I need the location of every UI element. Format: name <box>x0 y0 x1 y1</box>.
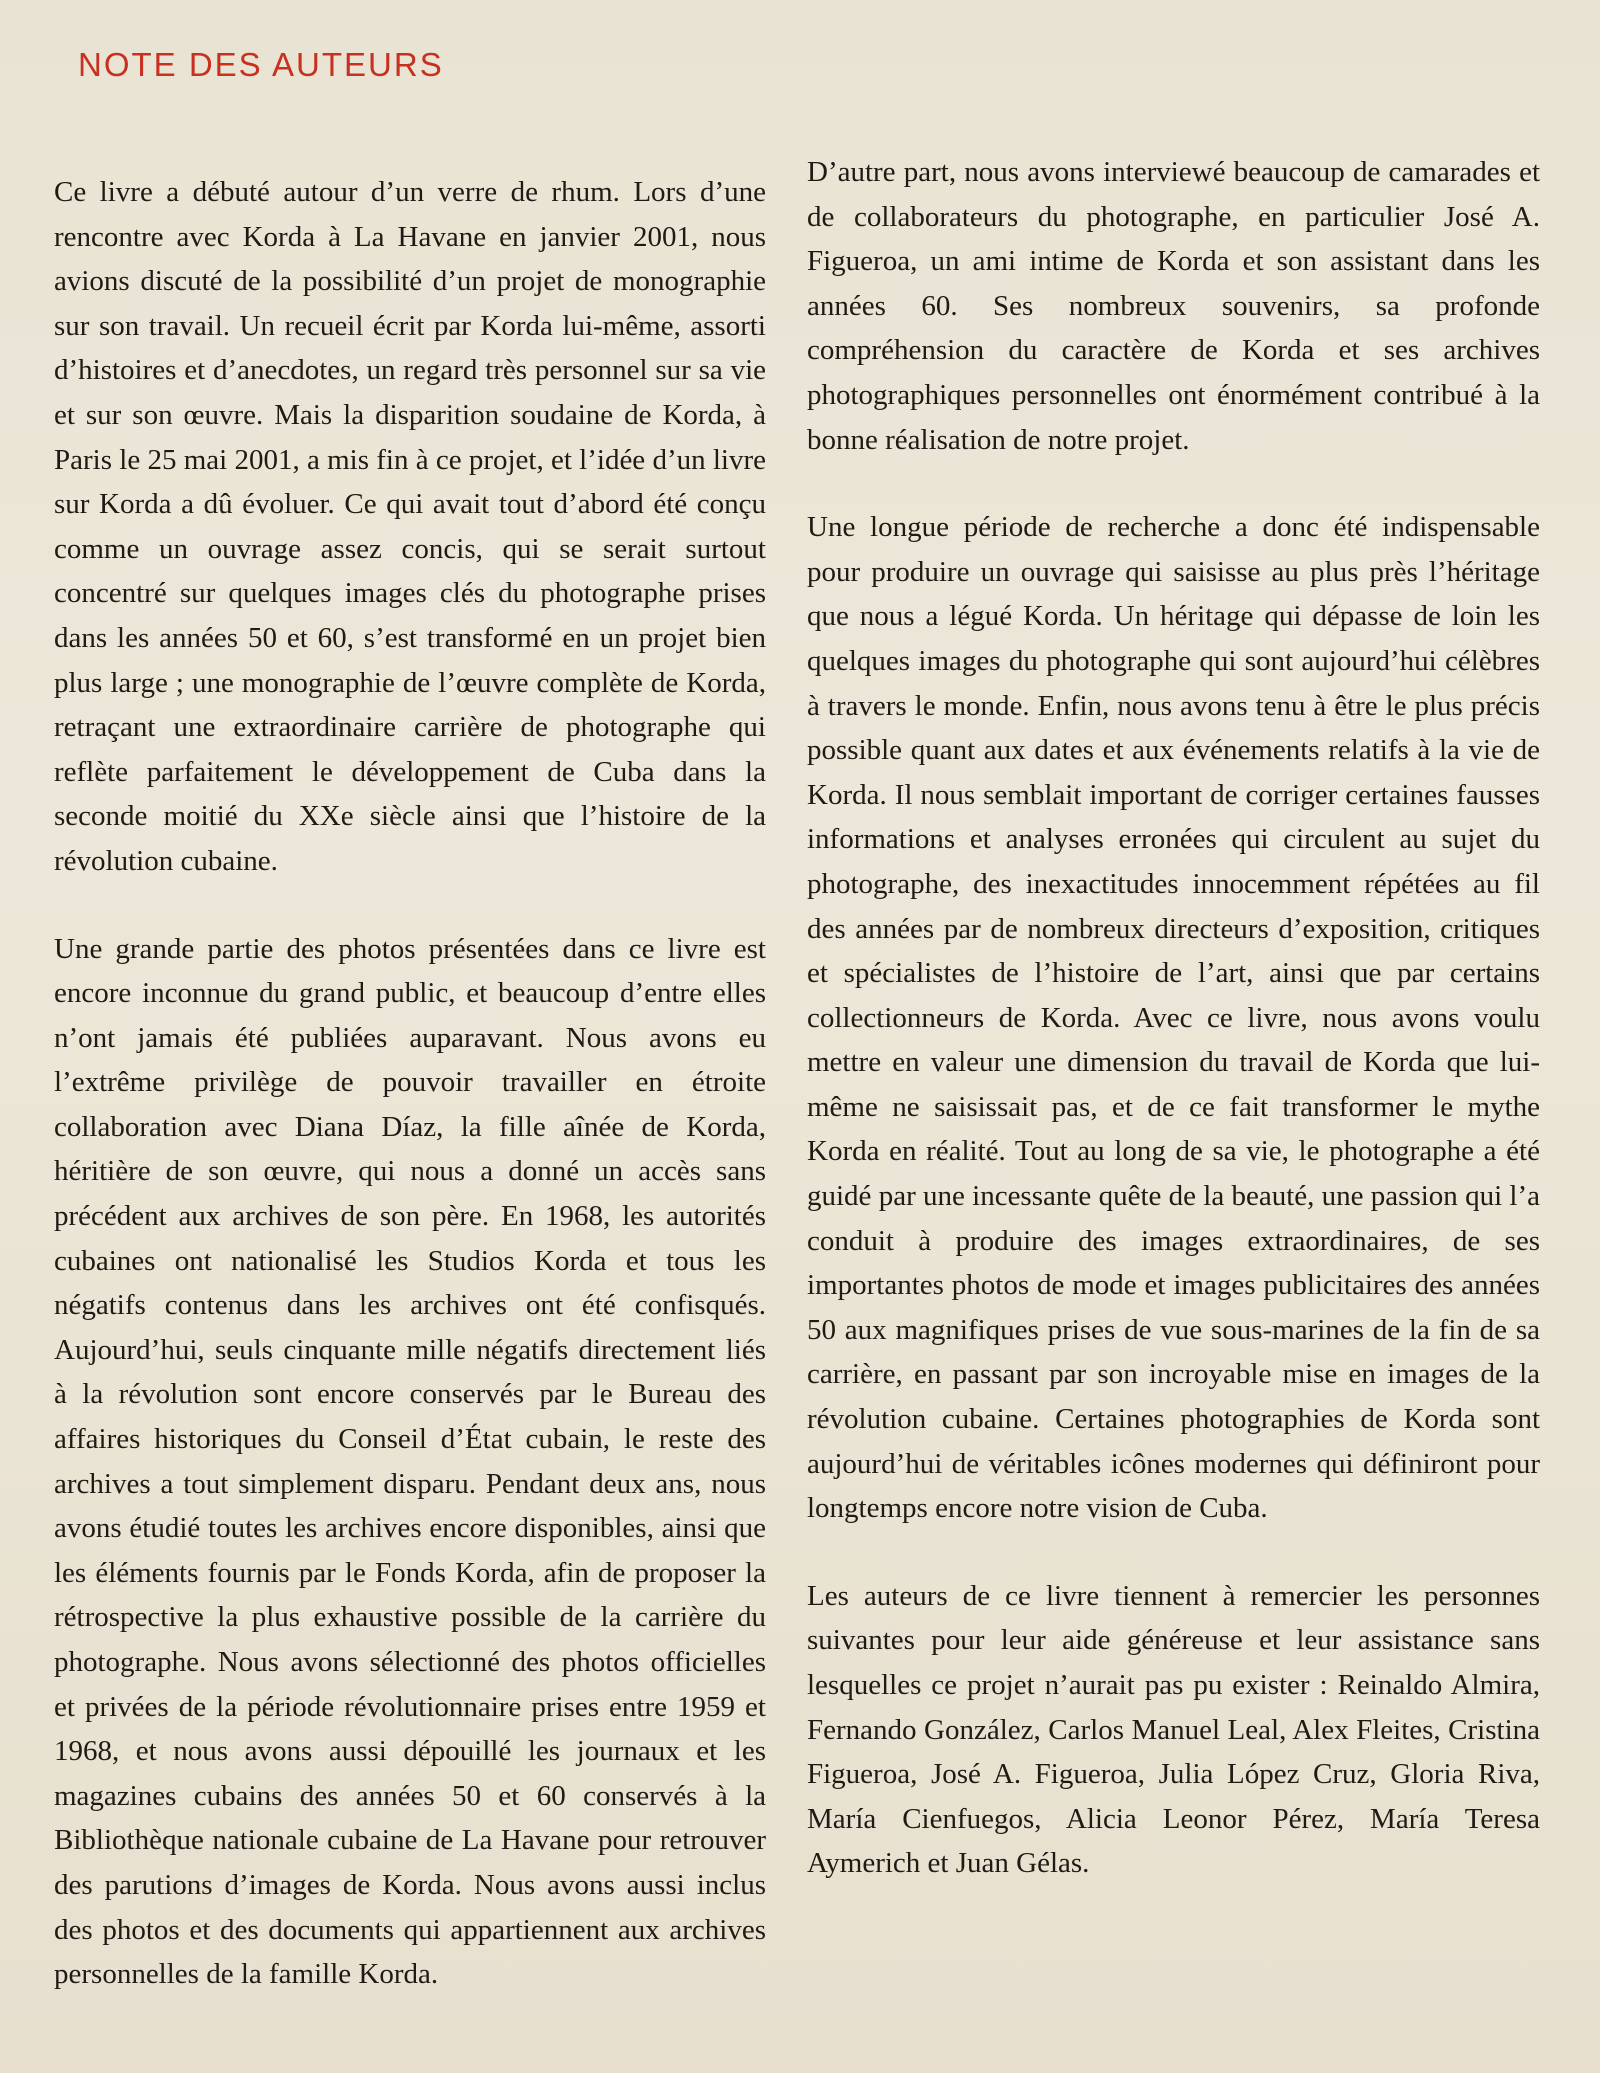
right-paragraph-2: Une longue période de recherche a donc été indispensable pour produire un ouvrage qui saisisse au plus près l’héritage que nous a légué Korda. Un héritage qui dépasse de loin les quelques images du photographe qui sont aujourd’hui célèbres à travers le monde. Enfin, nous avons tenu à être le plus précis possible quant aux dates et aux événements relatifs à la vie de Korda. Il nous semblait important de corriger certaines fausses informations et analyses erronées qui circulent au sujet du photographe, des inexactitudes innocemment répétées au fil des années par de nombreux directeurs d’exposition, critiques et spécialistes de l’histoire de l’art, ainsi que par certains collectionneurs de Korda. Avec ce livre, nous avons voulu mettre en valeur une dimension du travail de Korda que lui-même ne saisissait pas, et de ce fait transformer le mythe Korda en réalité. Tout au long de sa vie, le photographe a été guidé par une incessante quête de la beauté, une passion qui l’a conduit à produire des images extraordinaires, de ses importantes photos de mode et images publicitaires des années 50 aux magnifiques prises de vue sous-marines de la fin de sa carrière, en passant par son incroyable mise en images de la révolution cubaine. Certaines photographies de Korda sont aujourd’hui de véritables icônes modernes qui définiront pour longtemps encore notre vision de Cuba. <box>807 511 1540 1525</box>
right-paragraph-1: D’autre part, nous avons interviewé beaucoup de camarades et de collaborateurs du photographe, en particulier José A. Figueroa, un ami intime de Korda et son assistant dans les années 60. Ses nombreux souvenirs, sa profonde compréhension du caractère de Korda et ses archives photographiques personnelles ont énormément contribué à la bonne réalisation de notre projet. <box>807 156 1540 456</box>
right-paragraph-3: Les auteurs de ce livre tiennent à remercier les personnes suivantes pour leur aide généreuse et leur assistance sans lesquelles ce projet n’aurait pas pu exister : Reinaldo Almira, Fernando González, Carlos Manuel Leal, Alex Fleites, Cristina Figueroa, José A. Figueroa, Julia López Cruz, Gloria Riva, María Cienfuegos, Alicia Leonor Pérez, María Teresa Aymerich et Juan Gélas. <box>807 1579 1540 1880</box>
section-heading: NOTE DES AUTEURS <box>78 46 444 83</box>
left-paragraph-2: Une grande partie des photos présentées dans ce livre est encore inconnue du grand public, et beaucoup d’entre elles n’ont jamais été publiées auparavant. Nous avons eu l’extrême privilège de pouvoir travailler en étroite collaboration avec Diana Díaz, la fille aînée de Korda, héritière de son œuvre, qui nous a donné un accès sans précédent aux archives de son père. En 1968, les autorités cubaines ont nationalisé les Studios Korda et tous les négatifs contenus dans les archives ont été confisqués. Aujourd’hui, seuls cinquante mille négatifs directement liés à la révolution sont encore conservés par le Bureau des affaires historiques du Conseil d’État cubain, le reste des archives a tout simplement disparu. Pendant deux ans, nous avons étudié toutes les archives encore disponibles, ainsi que les éléments fournis par le Fonds Korda, afin de proposer la rétrospective la plus exhaustive possible de la carrière du photographe. Nous avons sélectionné des photos officielles et privées de la période révolutionnaire prises entre 1959 et 1968, et nous avons aussi dépouillé les journaux et les magazines cubains des années 50 et 60 conservés à la Bibliothèque nationale cubaine de La Havane pour retrouver des parutions d’images de Korda. Nous avons aussi inclus des photos et des documents qui appartiennent aux archives personnelles de la famille Korda. <box>54 932 766 1991</box>
right-column <box>807 150 1540 1929</box>
left-column <box>54 170 766 2040</box>
left-paragraph-1: Ce livre a débuté autour d’un verre de rhum. Lors d’une rencontre avec Korda à La Havane en janvier 2001, nous avions discuté de la possibilité d’un projet de monographie sur son travail. Un recueil écrit par Korda lui-même, assorti d’histoires et d’anecdotes, un regard très personnel sur sa vie et sur son œuvre. Mais la disparition soudaine de Korda, à Paris le 25 mai 2001, a mis fin à ce projet, et l’idée d’un livre sur Korda a dû évoluer. Ce qui avait tout d’abord été conçu comme un ouvrage assez concis, qui se serait surtout concentré sur quelques images clés du photographe prises dans les années 50 et 60, s’est transformé en un projet bien plus large ; une monographie de l’œuvre complète de Korda, retraçant une extraordinaire carrière de photographe qui reflète parfaitement le développement de Cuba dans la seconde moitié du XXe siècle ainsi que l’histoire de la révolution cubaine. <box>54 176 766 877</box>
